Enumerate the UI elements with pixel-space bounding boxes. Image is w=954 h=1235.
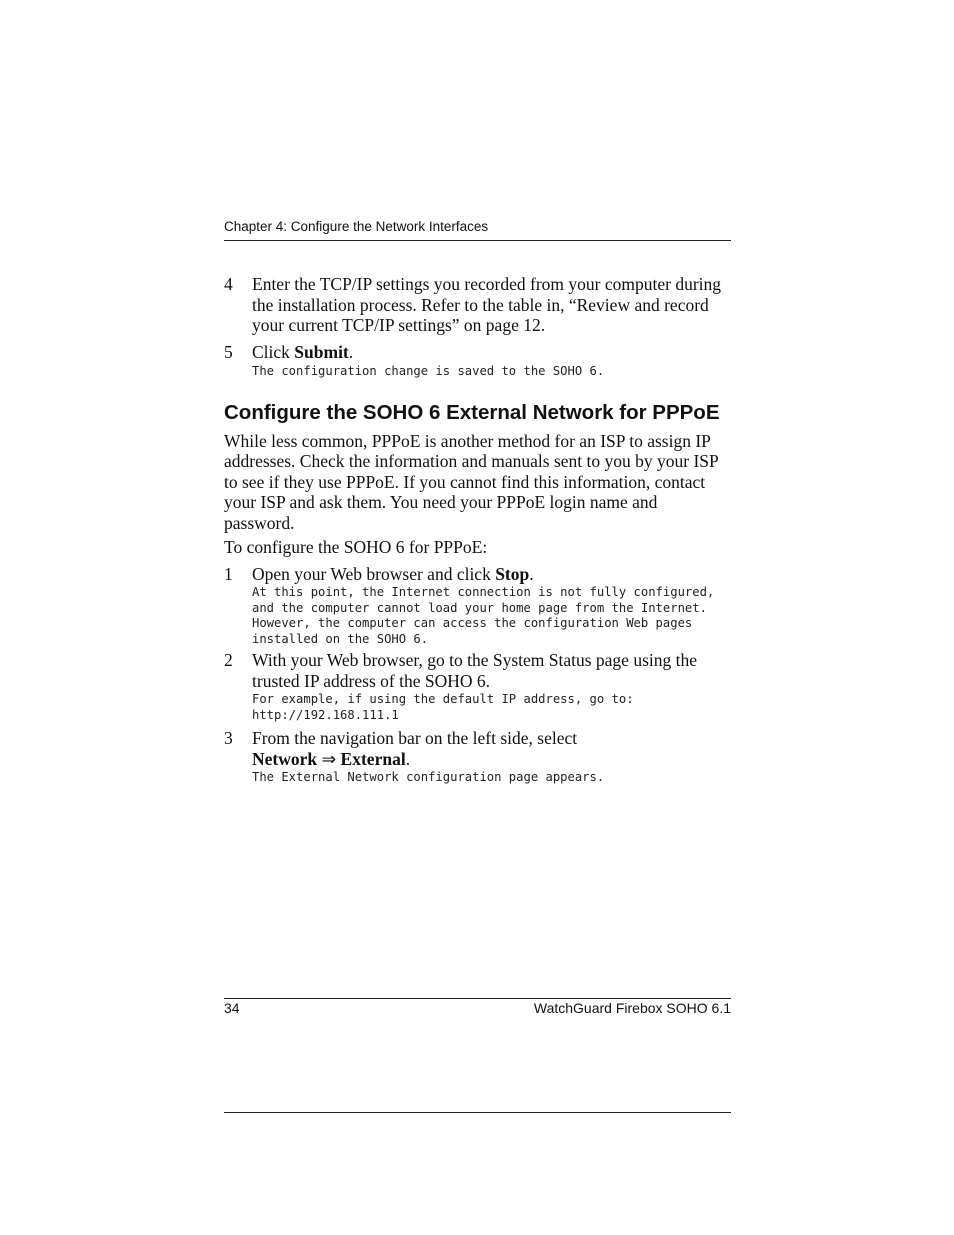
footer-product: WatchGuard Firebox SOHO 6.1 [533, 1000, 731, 1016]
bottom-rule [224, 1112, 731, 1113]
header-rule [224, 240, 731, 241]
step-1 [224, 564, 731, 585]
step-text-suffix: . [405, 748, 411, 769]
running-header: Chapter 4: Configure the Network Interfaces [224, 219, 489, 234]
step-text-prefix: From the navigation bar on the left side, select [252, 728, 578, 748]
external-label: External [340, 748, 406, 769]
step-number: 1 [224, 563, 233, 584]
step-text: Enter the TCP/IP settings you recorded from your computer during the installation process. Refer to the table in, “Review and record your current TCP/IP settings” on page 12. [252, 274, 722, 335]
submit-label: Submit [294, 341, 349, 362]
step-number: 3 [224, 728, 233, 748]
step-5-note: The configuration change is saved to the SOHO 6. [252, 364, 605, 378]
section-lead: To configure the SOHO 6 for PPPoE: [224, 537, 488, 557]
step-text [252, 728, 731, 769]
step-number: 4 [224, 274, 233, 294]
step-1-note: At this point, the Internet connection is not fully configured, and the computer cannot load your home page from the Internet. However, the computer can access the configuration Web pages installed on the SOHO 6. [252, 585, 715, 646]
step-text-suffix: . [529, 563, 534, 584]
step-number: 2 [224, 650, 233, 670]
step-text [252, 342, 731, 363]
footer-rule [224, 998, 731, 999]
step-2-note: For example, if using the default IP address, go to: http://192.168.111.1 [252, 692, 634, 722]
section-intro: While less common, PPPoE is another method for an ISP to assign IP addresses. Check the information and manuals sent to you by your ISP to see if they use PPPoE. If you cannot find this information, contact your ISP and ask them. You need your PPPoE login name and password. [224, 430, 719, 533]
page-body [224, 274, 731, 786]
section-heading: Configure the SOHO 6 External Network for PPPoE [224, 400, 720, 424]
step-text [252, 564, 731, 585]
step-text-prefix: Open your Web browser and click [252, 563, 496, 584]
arrow-icon: ⇒ [321, 748, 337, 769]
step-text-prefix: Click [252, 341, 295, 362]
step-text: With your Web browser, go to the System Status page using the trusted IP address of the SOHO 6. [252, 650, 698, 691]
step-3-note: The External Network configuration page appears. [252, 770, 605, 784]
step-number: 5 [224, 341, 233, 362]
step-text-suffix: . [348, 341, 354, 362]
step-5 [224, 342, 731, 363]
step-2 [224, 650, 731, 691]
step-3 [224, 728, 731, 769]
step-4 [224, 274, 731, 336]
network-label: Network [252, 748, 318, 769]
page-number: 34 [224, 1000, 240, 1016]
stop-label: Stop [495, 563, 530, 584]
